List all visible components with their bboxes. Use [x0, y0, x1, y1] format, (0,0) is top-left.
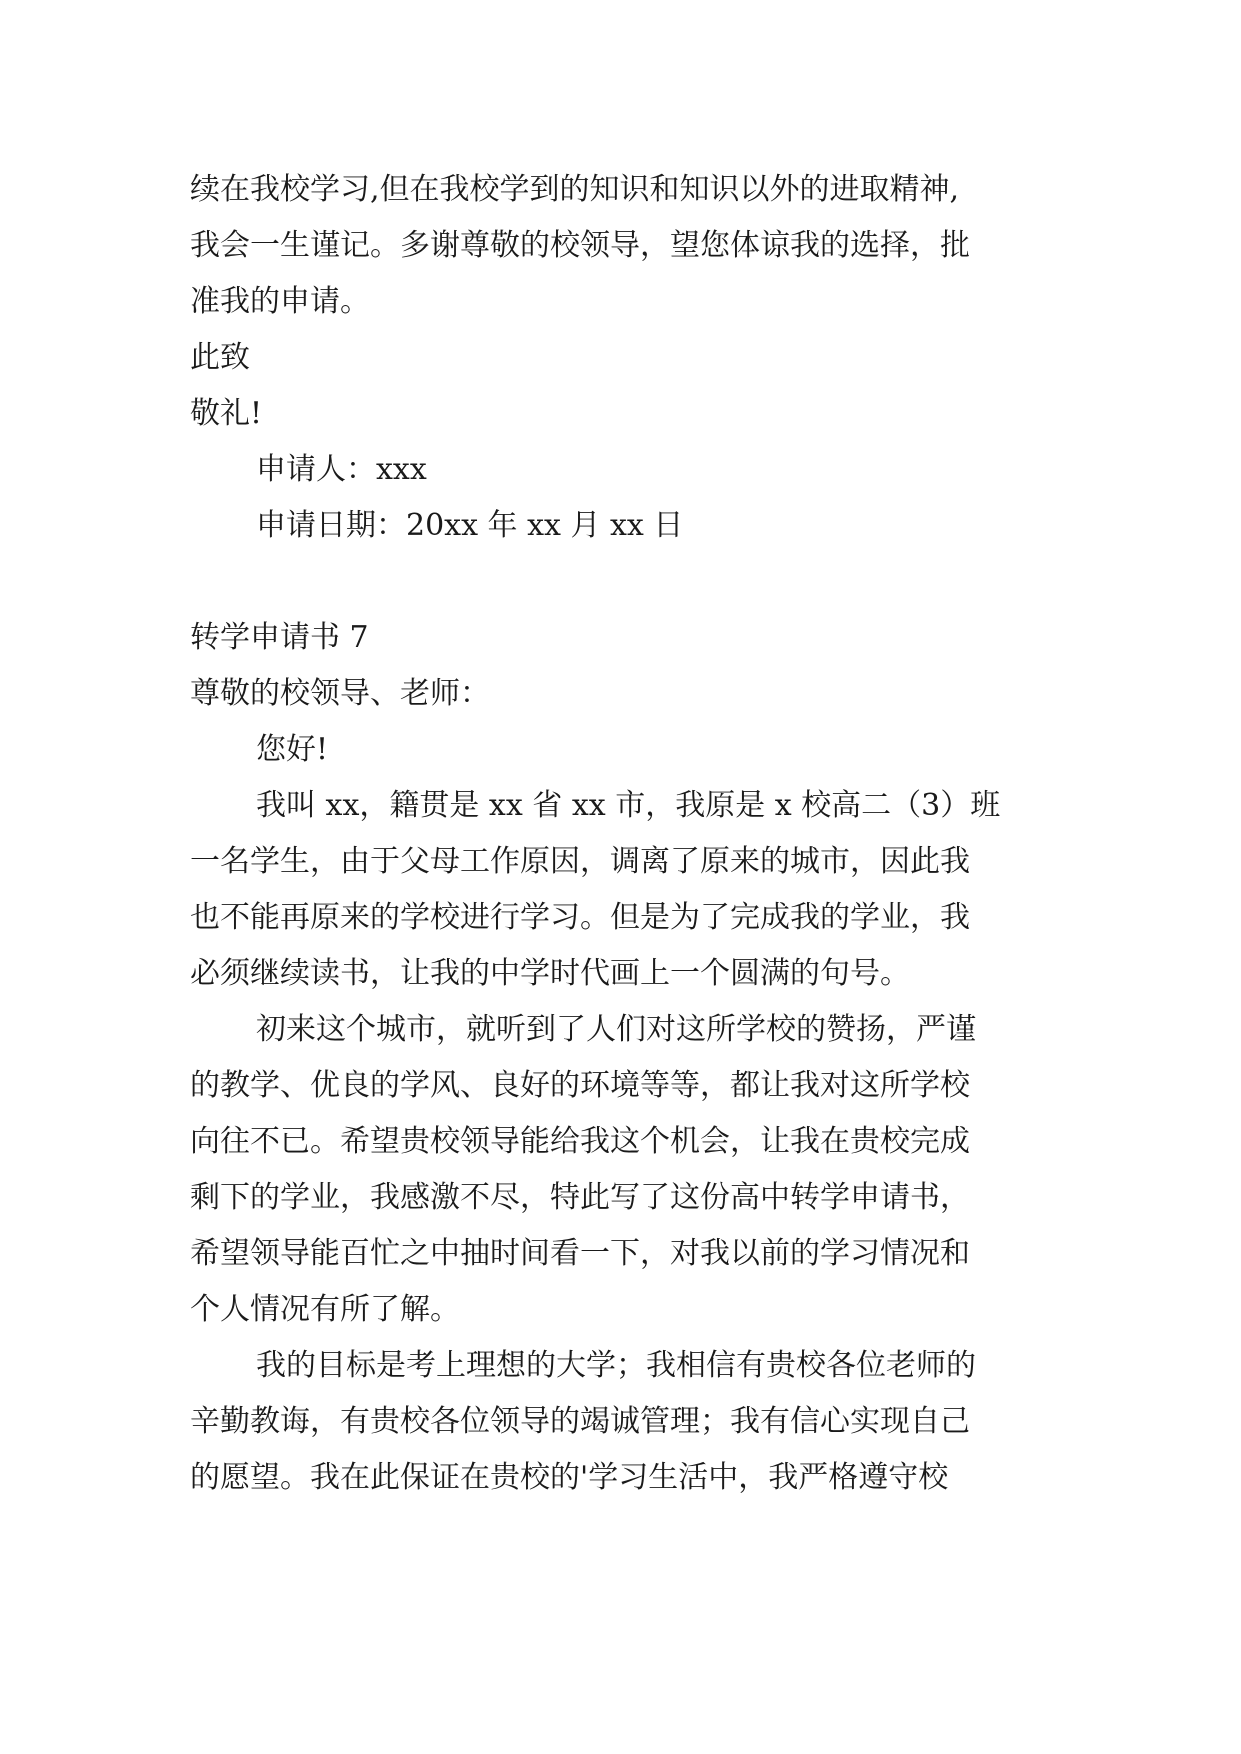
- paragraph-line: 辛勤教诲，有贵校各位领导的竭诚管理；我有信心实现自己: [190, 1404, 970, 1439]
- paragraph-line: 我的目标是考上理想的大学；我相信有贵校各位老师的: [256, 1348, 976, 1383]
- greeting: 您好!: [256, 732, 329, 767]
- paragraph-line: 初来这个城市，就听到了人们对这所学校的赞扬，严谨: [256, 1012, 976, 1047]
- section-title: 转学申请书 7: [190, 620, 369, 655]
- applicant-line: 申请人：xxx: [256, 452, 427, 487]
- paragraph-line: 也不能再原来的学校进行学习。但是为了完成我的学业，我: [190, 900, 970, 935]
- closing-line: 敬礼!: [190, 396, 263, 431]
- paragraph-line: 的愿望。我在此保证在贵校的'学习生活中，我严格遵守校: [190, 1460, 949, 1495]
- paragraph-line: 必须继续读书，让我的中学时代画上一个圆满的句号。: [190, 956, 910, 991]
- closing-line: 此致: [190, 340, 250, 375]
- paragraph-line: 个人情况有所了解。: [190, 1292, 460, 1327]
- text-line: 续在我校学习,但在我校学到的知识和知识以外的进取精神,: [190, 172, 960, 207]
- paragraph-line: 一名学生，由于父母工作原因，调离了原来的城市，因此我: [190, 844, 970, 879]
- text-line: 准我的申请。: [190, 284, 370, 319]
- paragraph-line: 向往不已。希望贵校领导能给我这个机会，让我在贵校完成: [190, 1124, 970, 1159]
- paragraph-line: 希望领导能百忙之中抽时间看一下，对我以前的学习情况和: [190, 1236, 970, 1271]
- date-line: 申请日期：20xx 年 xx 月 xx 日: [256, 508, 684, 543]
- text-line: 我会一生谨记。多谢尊敬的校领导，望您体谅我的选择，批: [190, 228, 970, 263]
- paragraph-line: 的教学、优良的学风、良好的环境等等，都让我对这所学校: [190, 1068, 970, 1103]
- paragraph-line: 剩下的学业，我感激不尽，特此写了这份高中转学申请书，: [190, 1180, 970, 1215]
- paragraph-line: 我叫 xx，籍贯是 xx 省 xx 市，我原是 x 校高二（3）班: [256, 788, 1001, 823]
- salutation: 尊敬的校领导、老师：: [190, 676, 490, 711]
